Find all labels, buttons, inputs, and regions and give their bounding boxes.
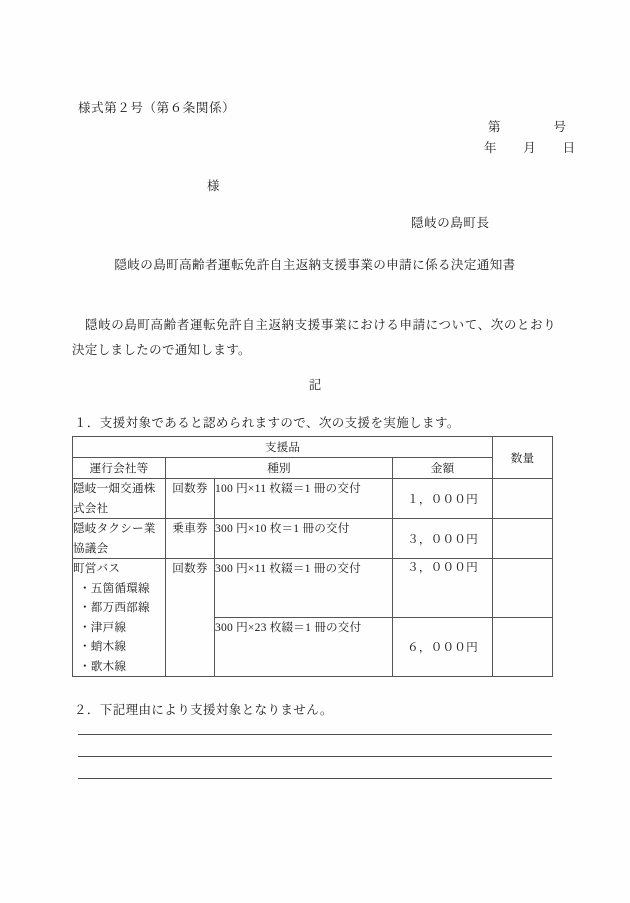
company-name-line: 協議会 — [73, 541, 109, 555]
list-item: ・都万西部線 — [79, 601, 150, 614]
list-item: ・五箇循環線 — [79, 581, 150, 595]
cell-quantity[interactable] — [493, 519, 553, 559]
cell-quantity[interactable] — [493, 559, 553, 618]
document-date-field: 年 月 日 — [484, 141, 576, 155]
company-name-line: 隠岐一畑交通株 — [73, 482, 156, 495]
cell-kind: 回数券 — [166, 559, 215, 677]
issuer-name: 隠岐の島町長 — [411, 216, 490, 230]
cell-kind: 回数券 — [166, 479, 215, 519]
table-row — [73, 519, 553, 559]
page-title: 隠岐の島町高齢者運転免許自主返納支援事業の申請に係る決定通知書 — [114, 258, 516, 272]
cell-description: 300 円×23 枚綴＝1 冊の交付 — [215, 618, 393, 677]
addressee-honorific: 様 — [207, 179, 221, 193]
table-header-row-group — [73, 437, 553, 458]
list-item: ・津戸線 — [79, 620, 127, 634]
support-items-table — [72, 436, 553, 677]
item-2-heading: ２．下記理由により支援対象となりません。 — [74, 703, 333, 717]
list-item: ・歌木線 — [79, 659, 127, 673]
body-paragraph: 隠岐の島町高齢者運転免許自主返納支援事業における申請について、次のとおり決定しましたので通知します。 — [72, 318, 556, 357]
bus-route-list — [73, 579, 165, 677]
cell-company — [73, 479, 166, 519]
column-header-company: 運行会社等 — [73, 458, 166, 479]
table-header-row-columns — [73, 458, 553, 479]
company-name-line: 隠岐タクシー業 — [73, 522, 156, 535]
cell-company — [73, 519, 166, 559]
table-row — [73, 479, 553, 519]
cell-quantity[interactable] — [493, 479, 553, 519]
document-number-field: 第 号 — [488, 120, 567, 134]
cell-description: 300 円×11 枚綴＝1 冊の交付 — [215, 559, 393, 618]
cell-quantity[interactable] — [493, 618, 553, 677]
blank-reason-line-2[interactable] — [78, 756, 552, 757]
column-header-amount: 金額 — [393, 458, 493, 479]
blank-reason-line-3[interactable] — [78, 778, 552, 779]
item-1-heading: １．支援対象であると認められますので、次の支援を実施します。 — [74, 416, 460, 430]
cell-company — [73, 559, 166, 677]
list-item: ・蛸木線 — [79, 640, 127, 653]
form-number: 様式第２号（第６条関係） — [78, 101, 236, 115]
cell-description: 300 円×10 枚＝1 冊の交付 — [215, 519, 393, 559]
cell-description: 100 円×11 枚綴＝1 冊の交付 — [215, 479, 393, 519]
group-header-support-items: 支援品 — [73, 437, 493, 458]
table-row — [73, 559, 553, 618]
company-name-line: 式会社 — [73, 501, 109, 515]
cell-amount: １，０００円 — [393, 479, 493, 519]
ki-marker: 記 — [308, 378, 322, 392]
blank-reason-line-1[interactable] — [78, 734, 552, 735]
cell-amount: ６，０００円 — [393, 618, 493, 677]
column-header-kind: 種別 — [166, 458, 393, 479]
cell-amount: ３，０００円 — [393, 519, 493, 559]
cell-amount: ３，０００円 — [393, 559, 493, 618]
cell-kind: 乗車券 — [166, 519, 215, 559]
company-name-line: 町営バス — [73, 562, 121, 575]
column-header-quantity: 数量 — [493, 437, 553, 479]
